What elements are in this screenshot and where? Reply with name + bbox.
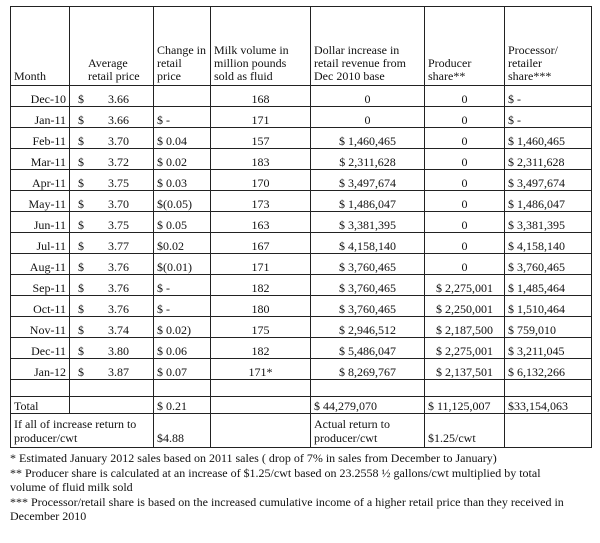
month-cell: Nov-11	[11, 317, 70, 338]
producer-share-cell: $ 2,250,001	[425, 296, 505, 317]
month-cell: Dec-10	[11, 86, 70, 107]
month-cell: Dec-11	[11, 338, 70, 359]
dollar-increase-cell: $ 3,760,465	[311, 275, 425, 296]
header-producer-share: Producer share**	[425, 7, 505, 86]
total-row	[11, 397, 592, 414]
average-price-cell	[70, 86, 154, 107]
empty-cell	[70, 397, 154, 414]
empty-cell	[211, 397, 311, 414]
change-cell: $ 0.06	[154, 338, 211, 359]
volume-cell: 182	[211, 275, 311, 296]
dollar-increase-cell: $ 1,460,465	[311, 128, 425, 149]
processor-share-cell: $ 3,497,674	[505, 170, 592, 191]
header-dollar-increase: Dollar increase in retail revenue from Dec 2010 base	[311, 7, 425, 86]
total-producer-share: $ 11,125,007	[425, 397, 505, 414]
table-row	[11, 233, 592, 254]
change-cell: $(0.01)	[154, 254, 211, 275]
empty-cell	[211, 380, 311, 397]
table-row	[11, 191, 592, 212]
dollar-increase-cell: $ 1,486,047	[311, 191, 425, 212]
processor-share-cell: $ 4,158,140	[505, 233, 592, 254]
table-row	[11, 254, 592, 275]
empty-cell	[70, 380, 154, 397]
header-row	[11, 7, 592, 86]
volume-cell: 173	[211, 191, 311, 212]
average-price-cell	[70, 191, 154, 212]
processor-share-cell: $ 1,486,047	[505, 191, 592, 212]
footnote-estimate: * Estimated January 2012 sales based on 2011 sales ( drop of 7% in sales from December to January)	[10, 451, 497, 465]
producer-share-cell: $ 2,275,001	[425, 275, 505, 296]
total-label: Total	[11, 397, 70, 414]
table-row	[11, 128, 592, 149]
producer-share-cell: 0	[425, 212, 505, 233]
currency-symbol: $	[78, 365, 84, 379]
average-price-cell	[70, 254, 154, 275]
currency-symbol: $	[78, 134, 84, 148]
month-cell: Jan-11	[11, 107, 70, 128]
producer-share-cell: $ 2,275,001	[425, 338, 505, 359]
price-value: 3.76	[108, 260, 129, 274]
table-row	[11, 275, 592, 296]
dollar-increase-cell: $ 2,311,628	[311, 149, 425, 170]
month-cell: Oct-11	[11, 296, 70, 317]
dollar-increase-cell: $ 2,946,512	[311, 317, 425, 338]
processor-share-cell: $ 3,760,465	[505, 254, 592, 275]
dollar-increase-cell: $ 3,760,465	[311, 254, 425, 275]
processor-share-cell: $ -	[505, 107, 592, 128]
milk-price-table	[10, 6, 592, 448]
month-cell: Aug-11	[11, 254, 70, 275]
price-value: 3.77	[108, 239, 129, 253]
price-value: 3.70	[108, 197, 129, 211]
processor-share-cell: $ 2,311,628	[505, 149, 592, 170]
dollar-increase-cell: 0	[311, 86, 425, 107]
currency-symbol: $	[78, 239, 84, 253]
volume-cell: 168	[211, 86, 311, 107]
month-cell: May-11	[11, 191, 70, 212]
volume-cell: 182	[211, 338, 311, 359]
volume-cell: 180	[211, 296, 311, 317]
change-cell: $ 0.02	[154, 149, 211, 170]
dollar-increase-cell: $ 8,269,767	[311, 359, 425, 380]
month-cell: Mar-11	[11, 149, 70, 170]
volume-cell: 171	[211, 107, 311, 128]
processor-share-cell: $ 1,485,464	[505, 275, 592, 296]
processor-share-cell: $ 3,211,045	[505, 338, 592, 359]
volume-cell: 175	[211, 317, 311, 338]
average-price-cell	[70, 317, 154, 338]
table-row	[11, 86, 592, 107]
month-cell: Sep-11	[11, 275, 70, 296]
processor-share-cell: $ 6,132,266	[505, 359, 592, 380]
change-cell: $ -	[154, 107, 211, 128]
price-value: 3.74	[108, 323, 129, 337]
footnote-producer-share: ** Producer share is calculated at an increase of $1.25/cwt based on 23.2558 ½ gallons/cwt multiplied by total volume of fluid milk sold	[10, 466, 541, 494]
price-value: 3.87	[108, 365, 129, 379]
processor-share-cell: $ 1,460,465	[505, 128, 592, 149]
processor-share-cell: $ 759,010	[505, 317, 592, 338]
producer-share-cell: 0	[425, 191, 505, 212]
change-cell: $ -	[154, 296, 211, 317]
volume-cell: 163	[211, 212, 311, 233]
dollar-increase-cell: $ 3,760,465	[311, 296, 425, 317]
if-all-returned-value: $4.88	[154, 414, 211, 448]
volume-cell: 183	[211, 149, 311, 170]
average-price-cell	[70, 170, 154, 191]
average-price-cell	[70, 128, 154, 149]
processor-share-cell: $ 3,381,395	[505, 212, 592, 233]
average-price-cell	[70, 338, 154, 359]
currency-symbol: $	[78, 113, 84, 127]
dollar-increase-cell: $ 3,497,674	[311, 170, 425, 191]
average-price-cell	[70, 149, 154, 170]
volume-cell: 167	[211, 233, 311, 254]
price-value: 3.66	[108, 113, 129, 127]
currency-symbol: $	[78, 176, 84, 190]
blank-row	[11, 380, 592, 397]
table-row	[11, 170, 592, 191]
currency-symbol: $	[78, 260, 84, 274]
empty-cell	[425, 380, 505, 397]
average-price-cell	[70, 296, 154, 317]
producer-share-cell: 0	[425, 128, 505, 149]
change-cell: $ 0.02)	[154, 317, 211, 338]
header-month: Month	[11, 7, 70, 86]
header-processor-share: Processor/ retailer share***	[505, 7, 592, 86]
currency-symbol: $	[78, 155, 84, 169]
currency-symbol: $	[78, 218, 84, 232]
currency-symbol: $	[78, 92, 84, 106]
table-row	[11, 149, 592, 170]
header-milk-volume: Milk volume in million pounds sold as fluid	[211, 7, 311, 86]
producer-share-cell: 0	[425, 254, 505, 275]
month-cell: Jul-11	[11, 233, 70, 254]
table-row	[11, 338, 592, 359]
actual-return-label: Actual return to producer/cwt	[311, 414, 425, 448]
price-value: 3.76	[108, 281, 129, 295]
change-cell: $ 0.04	[154, 128, 211, 149]
average-price-cell	[70, 107, 154, 128]
change-cell	[154, 86, 211, 107]
currency-symbol: $	[78, 344, 84, 358]
price-value: 3.75	[108, 218, 129, 232]
table-row	[11, 212, 592, 233]
empty-cell	[311, 380, 425, 397]
footnote-processor-share: *** Processor/retail share is based on the increased cumulative income of a higher retail price than they received in December 2010	[10, 495, 564, 523]
total-processor-share: $33,154,063	[505, 397, 592, 414]
currency-symbol: $	[78, 302, 84, 316]
processor-share-cell: $ 1,510,464	[505, 296, 592, 317]
dollar-increase-cell: 0	[311, 107, 425, 128]
total-dollar-increase: $ 44,279,070	[311, 397, 425, 414]
change-cell: $ -	[154, 275, 211, 296]
month-cell: Jun-11	[11, 212, 70, 233]
price-value: 3.72	[108, 155, 129, 169]
price-value: 3.70	[108, 134, 129, 148]
month-cell: Feb-11	[11, 128, 70, 149]
producer-share-cell: 0	[425, 107, 505, 128]
change-cell: $0.02	[154, 233, 211, 254]
empty-cell	[154, 380, 211, 397]
currency-symbol: $	[78, 323, 84, 337]
producer-share-cell: 0	[425, 170, 505, 191]
empty-cell	[211, 414, 311, 448]
currency-symbol: $	[78, 281, 84, 295]
change-cell: $ 0.07	[154, 359, 211, 380]
price-value: 3.80	[108, 344, 129, 358]
document	[10, 6, 591, 524]
volume-cell: 171*	[211, 359, 311, 380]
price-value: 3.76	[108, 302, 129, 316]
table-row	[11, 107, 592, 128]
processor-share-cell: $ -	[505, 86, 592, 107]
currency-symbol: $	[78, 197, 84, 211]
return-row	[11, 414, 592, 448]
table-row	[11, 296, 592, 317]
price-value: 3.66	[108, 92, 129, 106]
actual-return-value: $1.25/cwt	[425, 414, 505, 448]
volume-cell: 171	[211, 254, 311, 275]
table-row	[11, 359, 592, 380]
average-price-cell	[70, 359, 154, 380]
if-all-returned-label: If all of increase return to producer/cwt	[11, 414, 154, 448]
month-cell: Apr-11	[11, 170, 70, 191]
header-change-in-retail-price: Change in retail price	[154, 7, 211, 86]
volume-cell: 170	[211, 170, 311, 191]
change-cell: $(0.05)	[154, 191, 211, 212]
average-price-cell	[70, 275, 154, 296]
volume-cell: 157	[211, 128, 311, 149]
change-cell: $ 0.05	[154, 212, 211, 233]
empty-cell	[11, 380, 70, 397]
header-average-retail-price: Average retail price	[70, 7, 154, 86]
producer-share-cell: 0	[425, 86, 505, 107]
empty-cell	[505, 414, 592, 448]
producer-share-cell: $ 2,187,500	[425, 317, 505, 338]
dollar-increase-cell: $ 3,381,395	[311, 212, 425, 233]
footnotes	[10, 451, 570, 523]
month-cell: Jan-12	[11, 359, 70, 380]
producer-share-cell: $ 2,137,501	[425, 359, 505, 380]
average-price-cell	[70, 233, 154, 254]
producer-share-cell: 0	[425, 149, 505, 170]
dollar-increase-cell: $ 5,486,047	[311, 338, 425, 359]
price-value: 3.75	[108, 176, 129, 190]
producer-share-cell: 0	[425, 233, 505, 254]
empty-cell	[505, 380, 592, 397]
table-row	[11, 317, 592, 338]
dollar-increase-cell: $ 4,158,140	[311, 233, 425, 254]
average-price-cell	[70, 212, 154, 233]
total-change: $ 0.21	[154, 397, 211, 414]
change-cell: $ 0.03	[154, 170, 211, 191]
